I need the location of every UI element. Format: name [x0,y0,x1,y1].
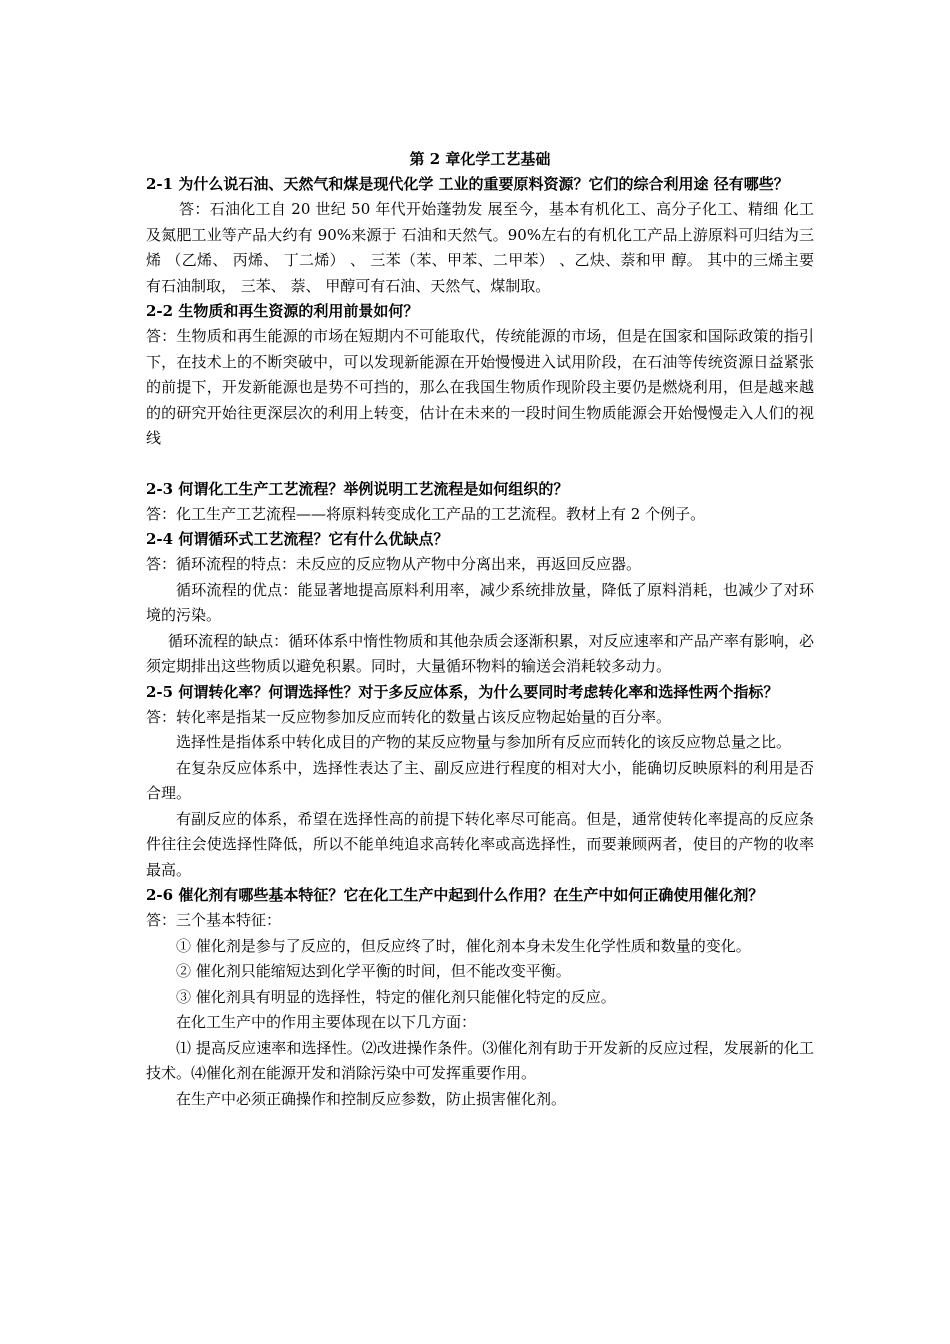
answer-2-5-selectivity: 选择性是指体系中转化成目的产物的某反应物量与参加所有反应而转化的该反应物总量之比。 [176,733,792,751]
question-2-5: 2-5 何谓转化率？何谓选择性？对于多反应体系，为什么要同时考虑转化率和选择性两个指标？ [146,682,779,701]
chapter-title: 第 2 章化学工艺基础 [409,150,551,168]
blank-line [146,452,814,477]
answer-2-6-feature-3: ③ 催化剂具有明显的选择性，特定的催化剂只能催化特定的反应。 [176,987,616,1006]
answer-2-4-intro: 答：循环流程的特点：未反应的反应物从产物中分离出来，再返回反应器。 [146,555,642,573]
answer-2-5-complex: 在复杂反应体系中，选择性表达了主、副反应进行程度的相对大小，能确切反映原料的利用是否合理。 [146,758,814,802]
question-2-4: 2-4 何谓循环式工艺流程？它有什么优缺点？ [146,530,449,548]
question-2-1: 2-1 为什么说石油、天然气和煤是现代化学 工业的重要原料资源？它们的综合利用途 径有哪些？ [146,175,789,193]
answer-2-4-disadvantages: 循环流程的缺点：循环体系中惰性物质和其他杂质会逐渐积累，对反应速率和产品产率有影响，必须定期排出这些物质以避免积累。同时，大量循环物料的输送会消耗较多动力。 [146,631,814,675]
question-2-2: 2-2 生物质和再生资源的利用前景如何？ [146,302,419,320]
answer-2-6-feature-1: ① 催化剂是参与了反应的，但反应终了时，催化剂本身未发生化学性质和数量的变化。 [176,936,751,955]
answer-2-6-roles-intro: 在化工生产中的作用主要体现在以下几方面： [176,1013,477,1031]
answer-2-5-balance: 有副反应的体系，希望在选择性高的前提下转化率尽可能高。但是，通常使转化率提高的反应条件往往会使选择性降低，所以不能单纯追求高转化率或高选择性，而要兼顾两者，使目的产物的收率最高。 [146,809,814,879]
answer-2-6-roles: ⑴ 提高反应速率和选择性。⑵改进操作条件。⑶催化剂有助于开发新的反应过程，发展新的化工技术。⑷催化剂在能源开发和消除污染中可发挥重要作用。 [146,1038,814,1082]
answer-2-5-conversion: 答：转化率是指某一反应物参加反应而转化的数量占该反应物起始量的百分率。 [146,707,672,726]
answer-2-6-feature-2: ② 催化剂只能缩短达到化学平衡的时间，但不能改变平衡。 [176,962,571,980]
question-2-3: 2-3 何谓化工生产工艺流程？举例说明工艺流程是如何组织的？ [146,479,569,498]
answer-2-6-usage: 在生产中必须正确操作和控制反应参数，防止损害催化剂。 [176,1089,567,1108]
answer-2-6-intro: 答：三个基本特征： [146,911,282,929]
question-2-6: 2-6 催化剂有哪些基本特征？它在化工生产中起到什么作用？在生产中如何正确使用催化剂？ [146,886,764,904]
answer-2-3: 答：化工生产工艺流程——将原料转变成化工产品的工艺流程。教材上有 2 个例子。 [146,504,706,523]
answer-2-4-advantages: 循环流程的优点：能显著地提高原料利用率，减少系统排放量，降低了原料消耗，也减少了对环境的污染。 [146,580,814,624]
answer-2-2: 答：生物质和再生能源的市场在短期内不可能取代，传统能源的市场，但是在国家和国际政策的指引下，在技术上的不断突破中，可以发现新能源在开始慢慢进入试用阶段，在石油等传统资源日益紧张的前提下，开发新能源也是势不可挡的，那么在我国生物质作现阶段主要仍是燃烧利用，但是越来越的的研究开始往更深层次的利用上转变，估计在未来的一段时间生物质能源会开始慢慢走入人们的视线 [146,327,814,447]
document-page [146,148,814,1112]
answer-2-1: 答：石油化工自 20 世纪 50 年代开始蓬勃发 展至今，基本有机化工、高分子化工、精细 化工及氮肥工业等产品大约有 90%来源于 石油和天然气。90%左右的有机化工产品上游原料可归结为三烯 （乙烯、 丙烯、 丁二烯） 、 三苯（苯、甲苯、二甲苯） 、乙炔、萘和甲 醇。 其中的三烯主要有石油制取， 三苯、 萘、 甲醇可有石油、天然气、煤制取。 [146,200,814,295]
